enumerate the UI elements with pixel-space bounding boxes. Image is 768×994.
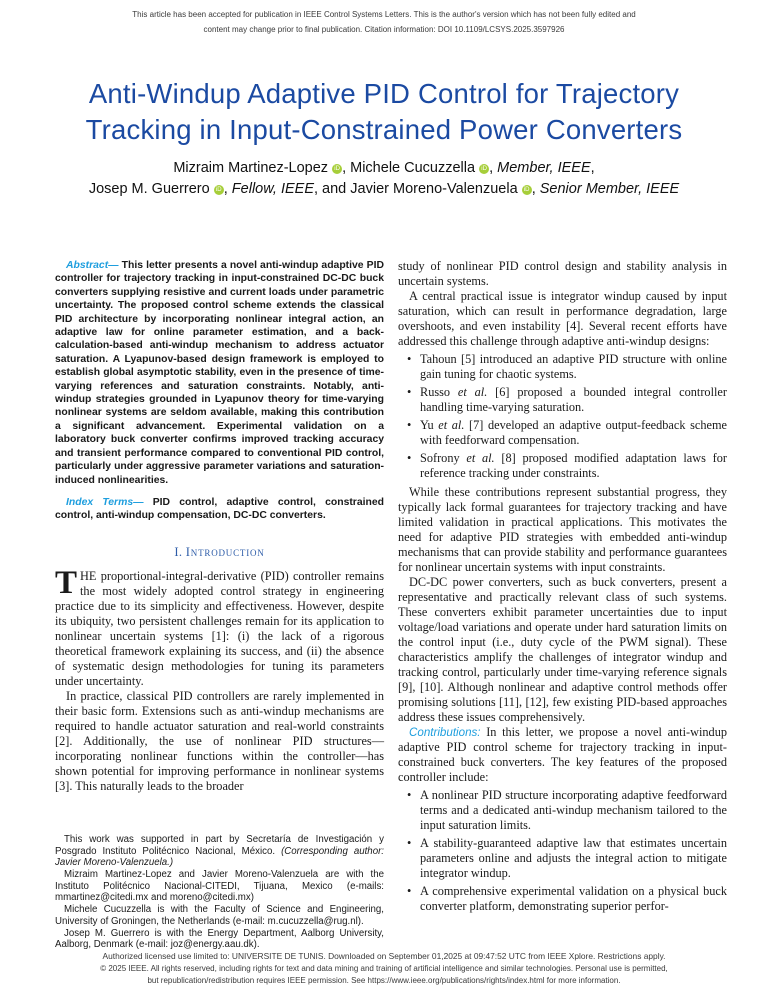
contribution-bullet-3 [398,884,727,914]
related-work-bullet-3 [398,418,727,448]
bullet-icon: • [407,385,412,399]
paper-title-line1: Anti-Windup Adaptive PID Control for Trajectory [88,78,680,109]
intro-paragraph-1-text: HE proportional-integral-derivative (PID) controller remains the most widely adopted control strategy in engineering practice due to its simplicity and effectiveness. However, despite its ubiquity, two persistent challenges remain for its application to nonlinear uncertain systems [1]: (i) the lack of a rigorous theoretical framework explaining its success, and (ii) the absence of systematic design methodologies for tuning its parameters under uncertainty. [55,568,384,688]
etal-text: et al. [450,385,496,399]
author-role: Fellow, IEEE [231,181,314,197]
author-name: Mizraim Martinez-Lopez [173,160,329,176]
bullet-text: Russo [420,385,451,399]
license-line1: Authorized licensed use limited to: UNIVERSITE DE TUNIS. Downloaded on September 01,2025 at 09:47:52 UTC from IEEE Xplore. Restrictions apply. [102,950,666,961]
bullet-text: Tahoun [5] introduced an adaptive PID structure with online gain tuning for chaotic systems. [420,352,727,381]
section-number: I. [174,544,183,559]
paper-title-line2: Tracking in Input-Constrained Power Converters [85,114,683,145]
author-role: Member, IEEE [497,160,591,176]
bullet-text: [8] proposed modified adaptation laws for reference tracking under constraints. [420,451,727,480]
paper-title [40,76,728,148]
index-terms [55,496,384,523]
related-work-bullet-4 [398,451,727,481]
license-line3: but republication/redistribution requires IEEE permission. See https://www.ieee.org/publications/rights/index.html for more information. [147,975,621,985]
section-name: Introduction [185,544,265,559]
intro-paragraph-2: In practice, classical PID controllers are rarely implemented in their basic form. Extensions such as anti-windup mechanisms are required to handle actuator saturation and real-world constraints [2]. Additionally, the use of nonlinear PID structures—incorporating nonlinear functions within the controller—has shown potential for improving performance in nonlinear systems [3]. This naturally leads to the broader [55,688,384,793]
contributions-text: In this letter, we propose a novel anti-windup adaptive PID control scheme for trajectory tracking in input-constrained buck converters. The key features of the proposed controller include: [398,725,727,784]
intro-paragraph-1 [55,564,384,689]
orcid-icon: iD [332,164,342,174]
bullet-icon: • [407,451,412,465]
author-list [40,158,728,200]
acceptance-notice-line1: This article has been accepted for publication in IEEE Control Systems Letters. This is the author's version which has not been fully edited and [132,10,636,19]
bullet-text: A comprehensive experimental validation on a physical buck converter platform, demonstrating superior perfor- [420,884,727,913]
contributions-label: Contributions: [409,726,481,739]
footnote-affiliation-3: Josep M. Guerrero is with the Energy Department, Aalborg University, Aalborg, Denmark (e-mail: joz@energy.aau.dk). [55,927,384,951]
author-name: , and Javier Moreno-Valenzuela [314,181,518,197]
orcid-icon: iD [522,185,532,195]
author-separator: , [531,181,540,197]
section-heading-introduction [55,545,384,559]
author-separator: , [489,160,498,176]
bullet-text: [6] proposed a bounded integral controller handling time-varying saturation. [420,385,727,414]
author-footnote [55,834,384,951]
right-paragraph-3: While these contributions represent substantial progress, they typically lack formal guarantees for trajectory tracking and have limited validation in practical applications. This motivates the need for adaptive PID strategies with embedded anti-windup mechanisms that can provide stability and performance guarantees for nonlinear uncertain systems with input constraints. [398,485,727,574]
related-work-bullet-1 [398,352,727,382]
abstract-text: This letter presents a novel anti-windup adaptive PID controller for trajectory tracking in input-constrained DC-DC buck converters supplying resistive and current loads under parametric uncertainty. The proposed control scheme extends the classical PID architecture by incorporating nonlinear integral action, an adaptive law for online parameter estimation, and a back-calculation-based anti-windup mechanism to address actuator saturation. A Lyapunov-based design framework is employed to establish global asymptotic stability, even in the presence of time-varying references and saturation constraints. Notably, anti-windup strategies grounded in Lyapunov theory for time-varying nonlinear systems are seldom available, making this contribution a significant advancement. Experimental validation on a laboratory buck converter confirms improved tracking accuracy and transient performance compared to conventional PID control, particularly under aggressive parameter variations and saturation-induced nonlinearities. [55,260,384,486]
acceptance-notice [0,7,768,37]
author-name: , Michele Cucuzzella [342,160,476,176]
index-terms-text: PID control, adaptive control, constrained control, anti-windup compensation, DC-DC converters. [55,496,384,522]
footnote-affiliation-2: Michele Cucuzzella is with the Faculty of Science and Engineering, University of Groningen, the Netherlands (e-mail: m.cucuzzella@rug.nl). [55,904,384,927]
left-column [55,259,384,951]
bullet-text: A nonlinear PID structure incorporating adaptive feedforward terms and a dedicated anti-windup mechanism tailored to the input saturation limits. [420,788,727,832]
bullet-text: A stability-guaranteed adaptive law that estimates uncertain parameters online and adjusts the integral action to mitigate integrator windup. [420,836,727,880]
author-line1 [40,158,728,179]
author-role: Senior Member, IEEE [539,181,680,197]
author-separator: , [590,160,595,176]
acceptance-notice-line2: content may change prior to final publication. Citation information: DOI 10.1109/LCSYS.2025.3597926 [203,25,565,34]
right-column [398,259,727,951]
author-line2 [40,179,728,200]
index-terms-label: Index Terms— [66,496,144,508]
etal-text: et al. [433,418,470,432]
orcid-icon: iD [214,185,224,195]
bullet-text: Yu [420,418,434,432]
right-paragraph-2: A central practical issue is integrator windup caused by input saturation, which can result in performance degradation, large overshoots, and even instability [4]. Several recent efforts have addressed this challenge through adaptive anti-windup designs: [398,289,727,348]
bullet-icon: • [407,418,412,432]
bullet-text: Sofrony [420,451,460,465]
drop-cap: T [55,564,78,601]
footnote-affiliation-1: Mizraim Martinez-Lopez and Javier Moreno-Valenzuela are with the Instituto Politécnico Nacional-CITEDI, Tijuana, Mexico (e-mails: mmartinez@citedi.mx and moreno@citedi.mx) [55,869,384,904]
etal-text: et al. [459,451,502,465]
related-work-bullet-2 [398,385,727,415]
abstract [55,259,384,487]
orcid-icon: iD [479,164,489,174]
abstract-label: Abstract— [66,260,119,271]
footnote-funding-text: This work was supported in part by Secretaría de Investigación y Posgrado Instituto Politécnico Nacional, México. [55,833,384,857]
right-paragraph-4: DC-DC power converters, such as buck converters, present a representative and practically relevant class of such systems. These converters exhibit parameter uncertainties due to input voltage/load variations and operate under hard saturation limits on the control input (i.e., duty cycle of the PWM signal). These characteristics amplify the challenges of integrator windup and tracking control, particularly under time-varying reference signals [9], [10]. Although nonlinear and adaptive control methods offer promising solutions [11], [12], few existing PID-based approaches address these issues comprehensively. [398,575,727,724]
contributions-paragraph [398,725,727,785]
author-separator: , [223,181,232,197]
bullet-icon: • [407,884,412,898]
bullet-icon: • [407,836,412,850]
footnote-funding [55,834,384,869]
bullet-icon: • [407,788,412,802]
corresponding-author-note: (Corresponding author: Javier Moreno-Valenzuela.) [55,845,385,869]
contribution-bullet-1 [398,788,727,833]
right-paragraph-1: study of nonlinear PID control design and stability analysis in uncertain systems. [398,259,727,288]
bullet-icon: • [407,352,412,366]
license-line2: © 2025 IEEE. All rights reserved, including rights for text and data mining and training of artificial intelligence and similar technologies. Personal use is permitted, [100,964,668,973]
body-columns [55,259,727,951]
license-footer [0,951,768,987]
contribution-bullet-2 [398,836,727,881]
bullet-text: [7] developed an adaptive output-feedback scheme with feedforward compensation. [420,418,727,447]
author-name: Josep M. Guerrero [88,181,210,197]
